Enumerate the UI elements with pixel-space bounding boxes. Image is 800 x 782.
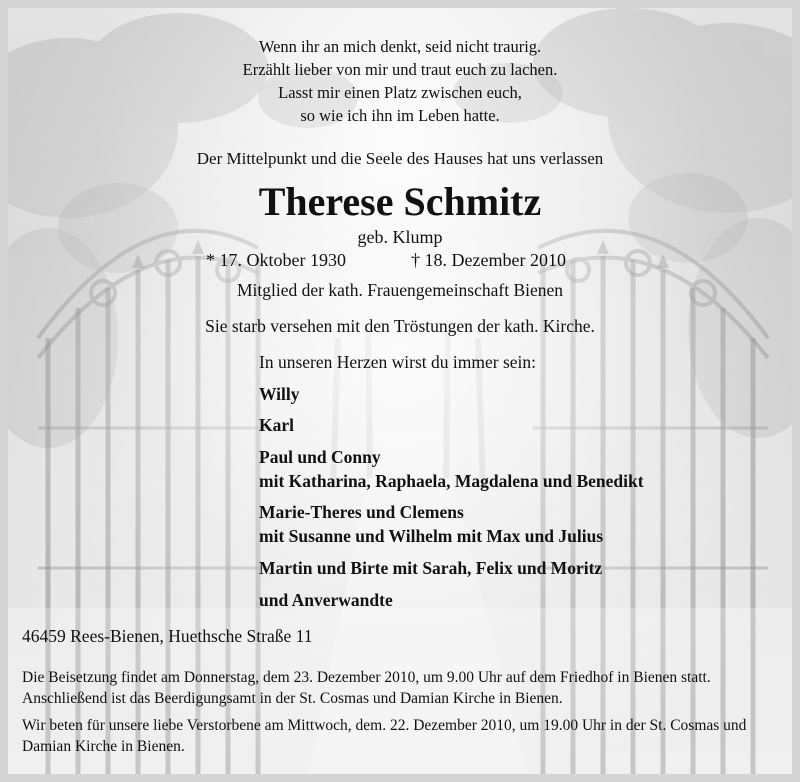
poem-line: Lasst mir einen Platz zwischen euch, [278,83,522,102]
membership-text: Mitglied der kath. Frauengemeinschaft Bienen [236,280,564,300]
family-member: mit Susanne und Wilhelm mit Max und Julius [259,526,604,546]
family-member: Karl [259,415,294,435]
intro-text: Der Mittelpunkt und die Seele des Hauses hat uns verlassen [196,149,604,168]
sacraments-text: Sie starb versehen mit den Tröstungen der kath. Kirche. [205,316,595,336]
prayer-notice: Wir beten für unsere liebe Verstorbene am Mittwoch, dem. 22. Dezember 2010, um 19.00 Uhr in der St. Cosmas und Damian Kirche in Bienen. [22,717,747,755]
poem-line: so wie ich ihn im Leben hatte. [300,106,500,125]
family-member: und Anverwandte [259,590,393,610]
poem-line: Erzählt lieber von mir und traut euch zu lachen. [242,60,558,79]
family-member: Willy [259,384,300,404]
birth-date: * 17. Oktober 1930 [206,250,346,270]
deceased-name: Therese Schmitz [258,179,542,224]
burial-notice: Die Beisetzung findet am Donnerstag, dem 23. Dezember 2010, um 9.00 Uhr auf dem Friedhof in Bienen statt. Anschließend ist das Beerdigungsamt in der St. Cosmas und Damian Kirche in Bienen. [22,669,711,707]
maiden-name: geb. Klump [357,227,443,247]
family-member: mit Katharina, Raphaela, Magdalena und Benedikt [259,471,644,491]
family-member: Martin und Birte mit Sarah, Felix und Moritz [259,558,603,578]
family-member: Marie-Theres und Clemens [259,502,464,522]
death-date: † 18. Dezember 2010 [411,250,566,270]
address: 46459 Rees-Bienen, Huethsche Straße 11 [22,626,313,646]
family-intro: In unseren Herzen wirst du immer sein: [259,352,537,372]
family-member: Paul und Conny [259,447,381,467]
poem-line: Wenn ihr an mich denkt, seid nicht traurig. [258,37,542,56]
